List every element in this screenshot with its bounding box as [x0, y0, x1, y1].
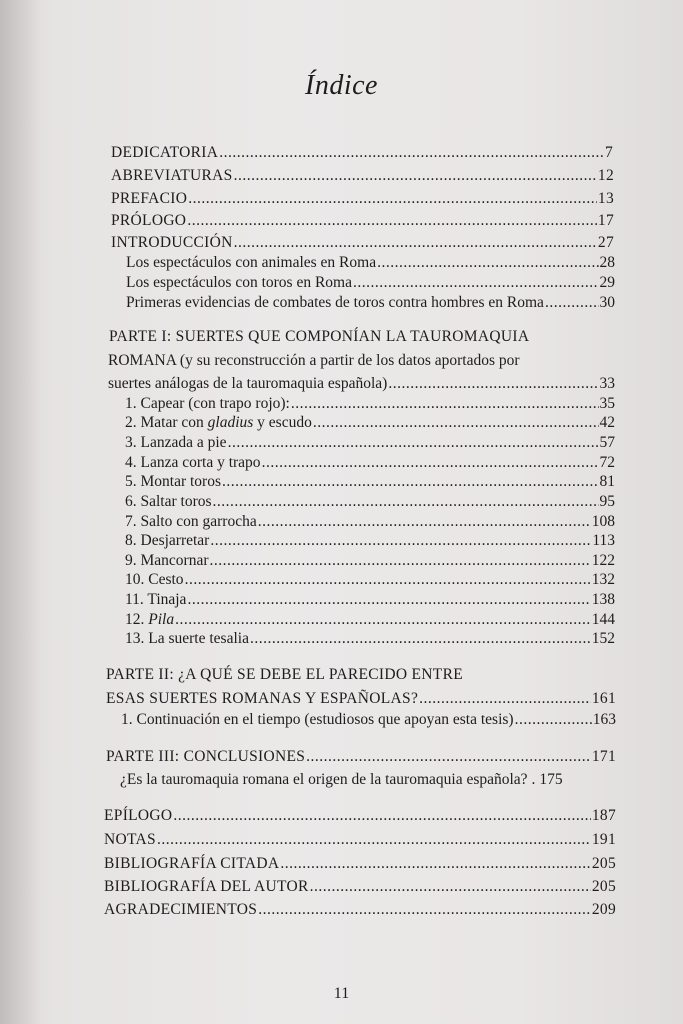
toc-entry-introduccion: INTRODUCCIÓN ..... 27	[111, 232, 614, 254]
toc-subentry: Los espectáculos con animales en Roma ..... 28	[126, 252, 615, 274]
page-edge-shadow	[0, 0, 40, 1024]
toc-entry-part1: suertes análogas de la tauromaquia española) ..... 33	[108, 373, 615, 395]
toc-entry-dedicatoria: DEDICATORIA ..... 7	[111, 142, 613, 164]
toc-subentry: 6. Saltar toros ..... 95	[125, 491, 615, 513]
toc-subentry: 12. Pila ..... 144	[125, 609, 615, 631]
toc-entry-part2: ESAS SUERTES ROMANAS Y ESPAÑOLAS? ..... 161	[106, 688, 616, 710]
toc-subentry: 2. Matar con gladius y escudo ..... 42	[125, 412, 615, 434]
part1-heading-line1: PARTE I: SUERTES QUE COMPONÍAN LA TAUROMAQUIA	[109, 328, 530, 345]
toc-entry-notas: NOTAS ..... 191	[104, 829, 616, 851]
toc-entry-prologo: PRÓLOGO ..... 17	[111, 210, 614, 232]
toc-subentry: Primeras evidencias de combates de toros contra hombres en Roma ..... 30	[126, 292, 615, 314]
toc-entry-epilogo: EPÍLOGO ..... 187	[104, 805, 616, 827]
toc-subentry: 1. Capear (con trapo rojo): ..... 35	[125, 393, 615, 415]
toc-subentry: 1. Continuación en el tiempo (estudiosos que apoyan esta tesis) ..... 163	[121, 709, 616, 731]
page-title: Índice	[305, 70, 378, 101]
toc-entry-bibliografia-autor: BIBLIOGRAFÍA DEL AUTOR ..... 205	[104, 876, 616, 898]
toc-subentry: 3. Lanzada a pie ..... 57	[125, 432, 615, 454]
part1-heading-line2: ROMANA (y su reconstrucción a partir de los datos aportados por	[108, 352, 520, 369]
part2-heading-line1: PARTE II: ¿A QUÉ SE DEBE EL PARECIDO ENTRE	[106, 666, 463, 683]
toc-subentry: Los espectáculos con toros en Roma ..... 29	[126, 272, 615, 294]
toc-subentry: ¿Es la tauromaquia romana el origen de la tauromaquia española? . 175	[120, 771, 563, 788]
toc-subentry: 11. Tinaja ..... 138	[125, 589, 615, 611]
toc-entry-prefacio: PREFACIO ..... 13	[111, 188, 614, 210]
toc-subentry: 9. Mancornar ..... 122	[125, 550, 615, 572]
toc-subentry: 8. Desjarretar ..... 113	[125, 530, 615, 552]
toc-subentry: 7. Salto con garrocha ..... 108	[125, 511, 615, 533]
toc-entry-part3: PARTE III: CONCLUSIONES ..... 171	[106, 746, 616, 768]
toc-entry-agradecimientos: AGRADECIMIENTOS ..... 209	[104, 899, 616, 921]
toc-subentry: 5. Montar toros ..... 81	[125, 471, 615, 493]
page-number: 11	[333, 985, 350, 1002]
toc-entry-abreviaturas: ABREVIATURAS ..... 12	[111, 165, 614, 187]
toc-subentry: 4. Lanza corta y trapo ..... 72	[125, 452, 615, 474]
toc-subentry: 13. La suerte tesalia ..... 152	[125, 628, 615, 650]
toc-subentry: 10. Cesto ..... 132	[125, 569, 615, 591]
toc-entry-bibliografia-citada: BIBLIOGRAFÍA CITADA ..... 205	[104, 853, 616, 875]
